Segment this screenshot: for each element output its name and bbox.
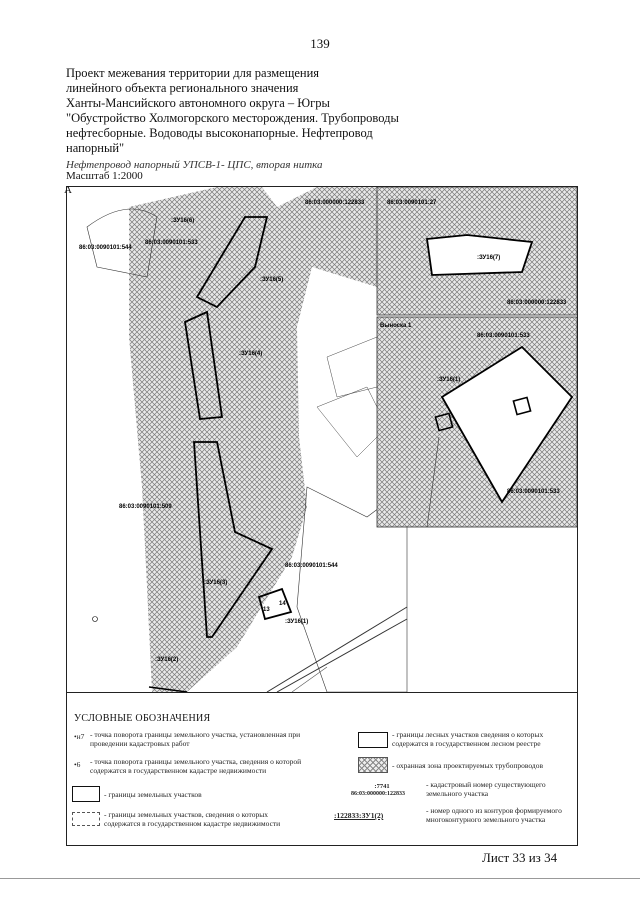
legend-item-registered-parcel: - границы земельных участков, сведения о которых содержатся в государственном кадастре недвижимости xyxy=(104,810,281,828)
legend-heading: УСЛОВНЫЕ ОБОЗНАЧЕНИЯ xyxy=(74,713,211,724)
legend-swatch-protection-zone xyxy=(358,757,388,773)
legend-swatch-forest xyxy=(358,732,388,748)
label-zu5: :ЗУ16(5) xyxy=(260,277,284,283)
scale-label: Масштаб 1:2000 xyxy=(66,170,143,182)
label-zu1: :ЗУ16(1) xyxy=(285,619,309,625)
title-line-5: нефтесборные. Водоводы высоконапорные. Нефтепровод напорный" xyxy=(66,126,373,155)
label-cad-8: 86:03:0090101:533 xyxy=(507,489,560,495)
label-cad-3: 86:03:0090101:533 xyxy=(145,240,198,246)
legend-swatch-registered-parcel xyxy=(72,812,100,826)
legend-item-new-point: - точка поворота границы земельного участка, установленная при проведении кадастровых работ xyxy=(90,730,301,748)
sheet-number: Лист 33 из 34 xyxy=(482,850,558,865)
label-zu4: :ЗУ16(4) xyxy=(239,351,263,357)
legend-item-protection-zone: - охранная зона проектируемых трубопроводов xyxy=(392,761,544,770)
label-zu6: :ЗУ16(6) xyxy=(171,218,195,224)
label-cad-6: 86:03:000000:122833 xyxy=(507,300,567,306)
label-zu3: :ЗУ16(3) xyxy=(204,580,228,586)
label-point-13: 13 xyxy=(263,607,270,613)
north-arrow-icon: А xyxy=(64,184,72,196)
legend-swatch-parcel xyxy=(72,786,100,802)
legend-symbol-cad-number-2: 86:03:000000:122833 xyxy=(351,791,405,797)
legend-symbol-new-point: •н7 xyxy=(74,732,85,741)
title-line-2: линейного объекта регионального значения xyxy=(66,81,299,95)
label-cad-9: 86:03:0090101:544 xyxy=(285,563,338,569)
label-cad-2: 86:03:0090101:544 xyxy=(79,245,132,251)
label-cad-7: 86:03:0090101:533 xyxy=(477,333,530,339)
legend-item-existing-point: - точка поворота границы земельного участка, сведения о которой содержатся в государственном кадастре недвижимости xyxy=(90,757,302,775)
label-cad-4: 86:03:0090101:509 xyxy=(119,504,172,510)
legend-item-contour: - номер одного из контуров формируемого многоконтурного земельного участка xyxy=(426,806,562,824)
label-zu7: :ЗУ16(7) xyxy=(477,255,501,261)
map-frame xyxy=(66,186,578,693)
label-zu1-inset: :ЗУ16(1) xyxy=(437,377,461,383)
title-line-1: Проект межевания территории для размещения xyxy=(66,66,320,80)
legend-item-cad-number: - кадастровый номер существующего земельного участка xyxy=(426,780,546,798)
label-inset-note: Выноска 1 xyxy=(380,323,412,329)
label-point-14: 14 xyxy=(279,601,286,607)
title-line-6: Нефтепровод напорный УПСВ-1- ЦПС, вторая нитка xyxy=(66,159,323,171)
title-block xyxy=(66,66,406,173)
label-zu2: :ЗУ16(2) xyxy=(155,657,179,663)
title-line-4: "Обустройство Холмогорского месторождения. Трубопроводы xyxy=(66,111,399,125)
label-cad-1: 86:03:000000:122833 xyxy=(305,200,365,206)
cadastral-map xyxy=(67,187,577,692)
page-number: 139 xyxy=(310,36,330,51)
legend-symbol-existing-point: •6 xyxy=(74,760,81,769)
legend-item-parcel: - границы земельных участков xyxy=(104,790,202,799)
label-cad-5: 86:03:0090101:27 xyxy=(387,200,437,206)
title-line-3: Ханты-Мансийского автономного округа – Югры xyxy=(66,96,330,110)
bottom-rule xyxy=(0,878,640,879)
legend-item-forest: - границы лесных участков сведения о которых содержатся в государственном лесном реестре xyxy=(392,730,544,748)
legend-symbol-contour: :122833:ЗУ1(2) xyxy=(334,811,384,820)
legend-symbol-cad-number-1: :7741 xyxy=(374,783,390,790)
